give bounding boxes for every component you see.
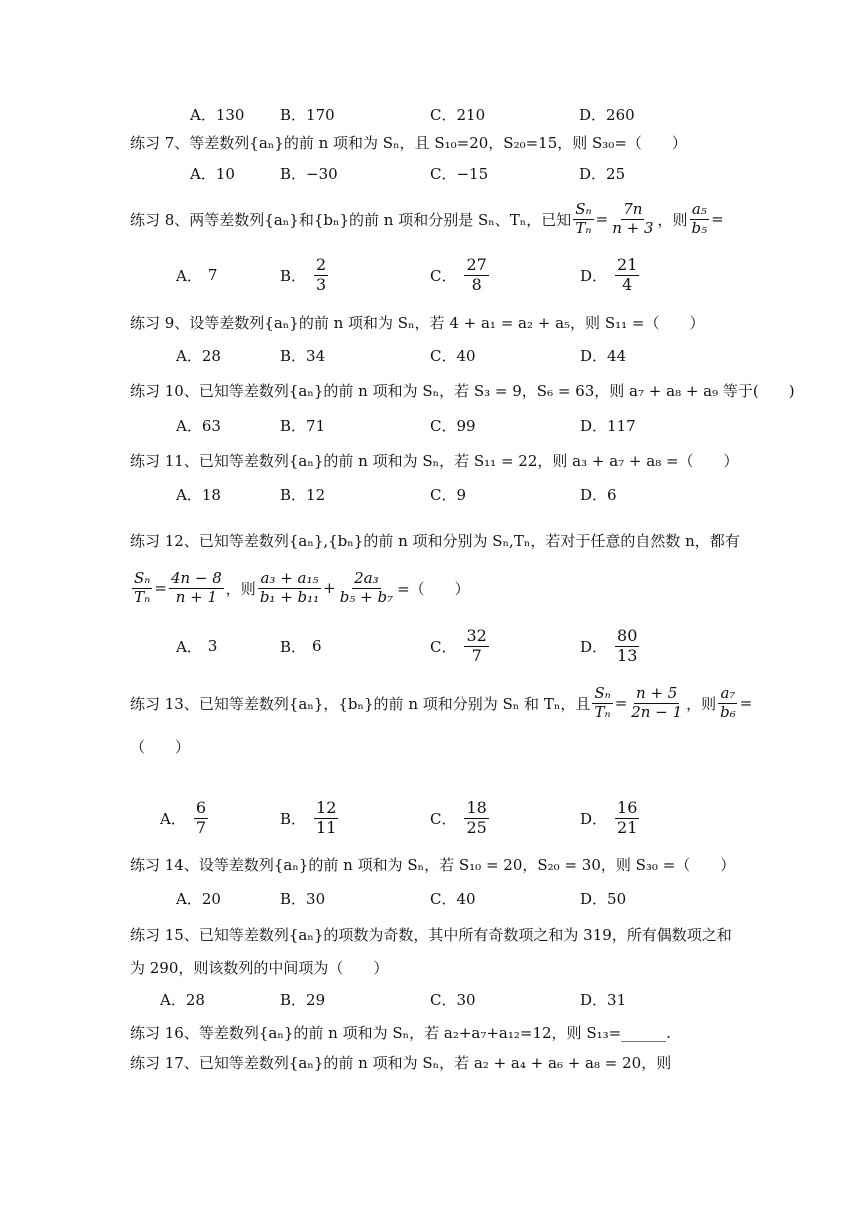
question-15-line-2: 为 290，则该数列的中间项为（ ） — [130, 958, 389, 977]
option-c: C．99 — [430, 416, 476, 435]
question-11-options — [176, 479, 776, 509]
fraction-sn-tn: $\frac{\text{Sₙ}}{\text{Tₙ}}$ — [575, 199, 592, 237]
option-c: C． $\frac{27}{8}$ — [430, 254, 487, 294]
question-8 — [130, 197, 740, 241]
question-14-options — [176, 883, 776, 913]
question-8-mid: ，则 — [657, 210, 688, 229]
option-d: D． $\frac{80}{13}$ — [580, 625, 638, 665]
question-10: 练习 10、已知等差数列{aₙ}的前 n 项和为 Sₙ，若 S₃ = 9，S₆ = 63，则 a₇ + a₈ + a₉ 等于( ) — [130, 381, 795, 400]
question-7: 练习 7、等差数列{aₙ}的前 n 项和为 Sₙ，且 S₁₀=20，S₂₀=15，则 S₃₀=（ ） — [130, 133, 687, 152]
equals-sign: = — [154, 579, 167, 597]
question-9: 练习 9、设等差数列{aₙ}的前 n 项和为 Sₙ，若 4 + a₁ = a₂ + a₅，则 S₁₁ =（ ） — [130, 313, 705, 332]
option-a: A．63 — [176, 416, 221, 435]
question-13-mid: ，则 — [686, 694, 717, 713]
question-8-options — [176, 253, 776, 297]
question-10-options — [176, 410, 776, 440]
option-d: D．25 — [579, 164, 626, 183]
option-b: B． $\frac{12}{11}$ — [280, 797, 337, 837]
option-c: C．9 — [430, 485, 467, 504]
option-c: C．40 — [430, 889, 476, 908]
fraction-sn-tn: $\frac{\text{Sₙ}}{\text{Tₙ}}$ — [134, 568, 151, 606]
option-a: A． 3 — [176, 637, 218, 656]
option-b: B． $\frac{2}{3}$ — [280, 254, 327, 294]
question-13-options — [160, 796, 760, 840]
question-13-line-1 — [130, 680, 753, 726]
question-14: 练习 14、设等差数列{aₙ}的前 n 项和为 Sₙ，若 S₁₀ = 20，S₂₀ = 30，则 S₃₀ =（ ） — [130, 855, 736, 874]
equals-sign: = — [739, 694, 753, 712]
question-8-text: 练习 8、两等差数列{aₙ}和{bₙ}的前 n 项和分别是 Sₙ、Tₙ，已知 — [130, 210, 572, 229]
question-12-mid: ，则 — [225, 579, 256, 598]
option-c: C．−15 — [430, 164, 489, 183]
option-b: B．170 — [280, 105, 335, 124]
option-b: B．−30 — [280, 164, 338, 183]
question-15-line-1: 练习 15、已知等差数列{aₙ}的项数为奇数，其中所有奇数项之和为 319，所有偶数项之和 — [130, 925, 732, 944]
option-a: A．18 — [176, 485, 221, 504]
option-d: D． $\frac{21}{4}$ — [580, 254, 638, 294]
option-b: B．34 — [280, 346, 326, 365]
option-d: D．44 — [580, 346, 627, 365]
option-b: B．29 — [280, 990, 326, 1009]
option-c: C． $\frac{18}{25}$ — [430, 797, 487, 837]
question-7-options — [190, 158, 790, 188]
option-d: D．31 — [580, 990, 627, 1009]
option-b: B．71 — [280, 416, 326, 435]
fraction-a7-b6: $\frac{\text{a₇}}{\text{b₆}}$ — [720, 683, 736, 721]
fraction-ratio: $\frac{n + 5}{2n - 1}$ — [631, 683, 683, 721]
question-12-line-1: 练习 12、已知等差数列{aₙ},{bₙ}的前 n 项和分别为 Sₙ,Tₙ，若对于任意的自然数 n，都有 — [130, 531, 740, 550]
option-b: B．12 — [280, 485, 326, 504]
fraction-ratio: $\frac{4n - 8}{n + 1}$ — [170, 568, 222, 606]
top-options — [190, 99, 790, 129]
question-12-tail: =（ ） — [397, 579, 470, 598]
option-a: A．28 — [160, 990, 205, 1009]
fraction-first-term: $\frac{\text{a₃ + a₁₅}}{\text{b₁ + b₁₁}}$ — [259, 568, 320, 606]
question-15-options — [160, 984, 760, 1014]
option-b: B． 6 — [280, 637, 322, 656]
option-d: D． $\frac{16}{21}$ — [580, 797, 638, 837]
fraction-second-term: $\frac{\text{2a₃}}{\text{b₅ + b₇}}$ — [339, 568, 394, 606]
option-d: D．6 — [580, 485, 617, 504]
option-d: D．260 — [579, 105, 635, 124]
question-17: 练习 17、已知等差数列{aₙ}的前 n 项和为 Sₙ，若 a₂ + a₄ + a₆ + a₈ = 20，则 — [130, 1053, 672, 1072]
question-12-line-2 — [130, 565, 740, 611]
option-b: B．30 — [280, 889, 326, 908]
option-a: A．20 — [176, 889, 221, 908]
option-d: D．117 — [580, 416, 636, 435]
plus-sign: + — [323, 579, 336, 597]
option-c: C．40 — [430, 346, 476, 365]
option-a: A． $\frac{6}{7}$ — [160, 797, 207, 837]
equals-sign: = — [614, 694, 628, 712]
option-a: A．28 — [176, 346, 221, 365]
question-13-text: 练习 13、已知等差数列{aₙ}，{bₙ}的前 n 项和分别为 Sₙ 和 Tₙ，且 — [130, 694, 591, 713]
fraction-ratio: $\frac{7n}{n + 3}$ — [612, 199, 654, 237]
option-a: A．10 — [190, 164, 235, 183]
question-12-options — [176, 624, 776, 668]
option-c: C．30 — [430, 990, 476, 1009]
option-c: C． $\frac{32}{7}$ — [430, 625, 487, 665]
option-a: A．130 — [190, 105, 245, 124]
option-d: D．50 — [580, 889, 627, 908]
fraction-sn-tn: $\frac{\text{Sₙ}}{\text{Tₙ}}$ — [594, 683, 611, 721]
option-a: A． 7 — [176, 266, 218, 285]
option-c: C．210 — [430, 105, 486, 124]
equals-sign: = — [595, 210, 609, 228]
question-9-options — [176, 340, 776, 370]
question-13-line-2: （ ） — [130, 737, 191, 756]
fraction-a5-b5: $\frac{\text{a₅}}{\text{b₅}}$ — [691, 199, 708, 237]
equals-sign: = — [711, 210, 724, 228]
question-16: 练习 16、等差数列{aₙ}的前 n 项和为 Sₙ，若 a₂+a₇+a₁₂=12，则 S₁₃=______. — [130, 1023, 671, 1042]
question-11: 练习 11、已知等差数列{aₙ}的前 n 项和为 Sₙ，若 S₁₁ = 22，则 a₃ + a₇ + a₈ =（ ） — [130, 451, 739, 470]
